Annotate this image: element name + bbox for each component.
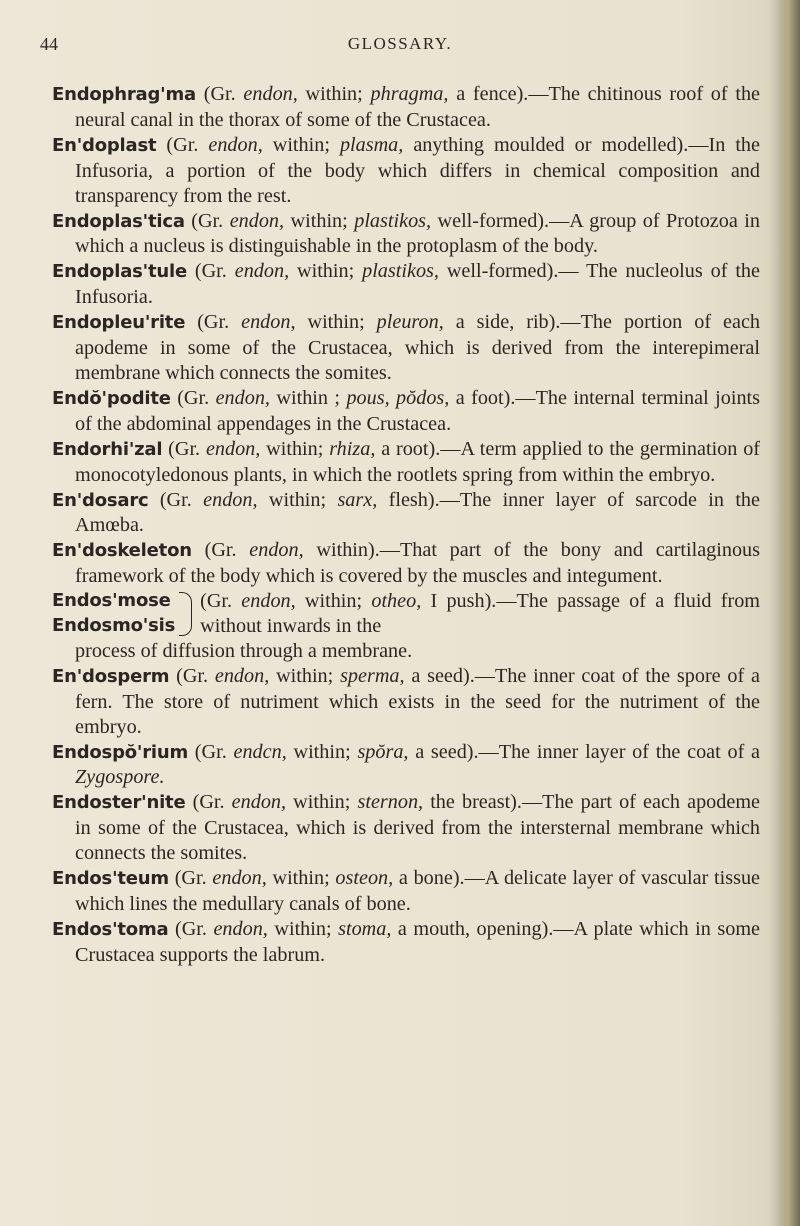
entry-etymon: Zygospore. (75, 766, 165, 789)
entry-text: within; (286, 791, 358, 814)
glossary-entry (52, 133, 760, 209)
entry-text: (Gr. (156, 133, 209, 156)
entry-etymon: pleuron, (376, 311, 444, 334)
entry-text: (Gr. (170, 386, 216, 409)
entry-etymon: sternon, (357, 791, 424, 814)
entry-etymon: endon, (215, 386, 270, 409)
entry-headword: Endos'teum (52, 868, 169, 890)
entry-definition: the breast).—The part of each apodeme in some of the Crustacea, which is derived from the intersternal membrane which connects the somites. (75, 791, 760, 865)
entry-headword: Endoster'nite (52, 792, 186, 814)
entry-etymon: endon, (203, 488, 258, 511)
entry-etymon: endcn, (233, 740, 287, 763)
entry-text: within; (257, 488, 338, 511)
entry-definition: a seed).—The inner layer of the coat of a (408, 740, 760, 763)
entry-etymon: endon, (249, 539, 304, 562)
entry-etymon: endon, (212, 867, 267, 890)
entry-text: within; (297, 83, 371, 105)
entry-headword: Endospŏ'rium (52, 741, 189, 763)
brace-mark (179, 592, 192, 636)
entry-etymon: endon, (241, 311, 296, 334)
entry-headword: En'dosarc (52, 489, 149, 511)
entry-etymon: endon, (205, 437, 261, 460)
glossary-entry (52, 790, 760, 866)
entry-text: (Gr. (168, 917, 214, 940)
glossary-entry-paired (52, 589, 760, 639)
entry-text: within; (284, 209, 355, 232)
glossary-entry (52, 538, 760, 589)
entry-text: within; (269, 664, 341, 687)
glossary-entry (52, 488, 760, 539)
entry-definition: a root).—A term applied to the germination of monocotyledonous plants, in which the rootlets spring from within the embryo. (75, 437, 761, 486)
entry-etymon: sarx, (337, 488, 378, 511)
entry-headword: En'doskeleton (52, 540, 192, 562)
entry-etymon: endon, (208, 133, 263, 156)
entry-headword: Endopleu'rite (52, 312, 186, 334)
entry-definition: within).—That part of the bony and cartilaginous framework of the body which is covered by the muscles and integument. (75, 539, 760, 588)
entry-definition: a foot).—The internal terminal joints of the abdominal appendages in the Crustacea. (75, 386, 761, 435)
entry-text: within; (260, 437, 330, 460)
entry-etymon: rhiza, (329, 437, 376, 460)
entry-etymon: otheo, (371, 590, 422, 613)
entry-headword: Endosmo'sis (52, 615, 176, 637)
entry-etymon: osteon, (335, 867, 394, 890)
entry-definition: flesh).—The inner layer of sarcode in the Amœba. (75, 488, 760, 537)
entry-definition: well-formed).— The nucleolus of the Infusoria. (75, 260, 760, 309)
glossary-entries (52, 82, 760, 968)
entry-etymon: stoma, (338, 917, 392, 940)
entry-text: (Gr. (169, 664, 215, 687)
running-head: GLOSSARY. (347, 34, 453, 53)
paired-entry-definition (200, 589, 760, 639)
entry-text: (Gr. (168, 867, 213, 890)
entry-etymon: pous, pŏdos, (346, 386, 450, 409)
entry-etymon: endon, (231, 791, 287, 814)
entry-headword: Endŏ'podite (52, 387, 171, 409)
paired-entry-continuation: process of diffusion through a membrane. (75, 639, 413, 662)
page-number: 44 (40, 34, 58, 54)
entry-headword: Endorhi'zal (52, 438, 163, 460)
entry-text: within; (295, 311, 377, 334)
entry-text: within; (295, 590, 372, 613)
entry-definition: anything moulded or modelled).—In the Infusoria, a portion of the body which differs in chemical composition and transparency from the rest. (75, 133, 760, 207)
entry-etymon: plastikos, (362, 260, 439, 283)
entry-etymon: sperma, (340, 664, 405, 687)
entry-etymon: phragma, (370, 83, 449, 105)
glossary-entry (52, 386, 760, 437)
glossary-entry (52, 917, 760, 968)
glossary-entry (52, 82, 760, 133)
entry-headword: Endos'mose (52, 590, 171, 612)
entry-headword: Endoplas'tule (52, 261, 187, 283)
entry-headword: Endos'toma (52, 918, 169, 940)
entry-definition: a seed).—The inner coat of the spore of a fern. The store of nutriment which exists in the seed for the nutriment of the embryo. (75, 664, 760, 738)
entry-text: within; (267, 917, 339, 940)
entry-headword: En'doplast (52, 134, 157, 156)
entry-etymon: spŏra, (357, 740, 409, 763)
entry-text: (Gr. (191, 539, 250, 562)
entry-etymon: endon, (229, 209, 285, 232)
glossary-entry (52, 437, 760, 488)
entry-etymon: endon, (213, 917, 268, 940)
entry-definition: a side, rib).—The portion of each apodeme in some of the Crustacea, which is derived from the interepimeral membrane which connects the somites. (75, 311, 761, 384)
entry-text: (Gr. (195, 83, 244, 105)
glossary-entry (52, 740, 760, 791)
entry-text: (Gr. (185, 791, 232, 814)
entry-definition: a bone).—A delicate layer of vascular tissue which lines the medullary canals of bone. (75, 867, 760, 915)
entry-etymon: endon, (243, 83, 298, 105)
glossary-entry (52, 866, 760, 917)
entry-etymon: plastikos, (354, 209, 432, 232)
entry-text: within; (262, 133, 340, 156)
entry-text: (Gr. (184, 209, 230, 232)
entry-headword: Endoplas'tica (52, 210, 185, 232)
glossary-entry (52, 259, 760, 310)
entry-text: (Gr. (200, 590, 242, 613)
entry-etymon: plasma, (339, 133, 404, 156)
entry-text: within; (289, 260, 363, 283)
entry-text: (Gr. (162, 437, 206, 460)
entry-etymon: endon, (241, 590, 296, 613)
entry-text: within ; (269, 386, 347, 409)
glossary-entry (52, 310, 760, 386)
page-edge-shadow (778, 0, 800, 1226)
entry-text: (Gr. (188, 740, 234, 763)
entry-text: (Gr. (148, 488, 204, 511)
entry-text: (Gr. (186, 260, 235, 283)
entry-definition: well-formed).—A group of Protozoa in which a nucleus is distinguishable in the protoplasm of the body. (75, 209, 760, 258)
entry-etymon: endon, (214, 664, 270, 687)
page-header (40, 34, 760, 58)
glossary-entry (52, 664, 760, 740)
glossary-entry (52, 209, 760, 260)
entry-text: within; (286, 740, 358, 763)
entry-headword: En'dosperm (52, 665, 170, 687)
entry-text: within; (266, 867, 336, 890)
entry-headword: Endophrag'ma (52, 84, 196, 105)
entry-definition: I push).—The passage of a fluid from without inwards in the (200, 590, 760, 638)
entry-text: (Gr. (185, 311, 242, 334)
entry-definition: a fence).—The chitinous roof of the neural canal in the thorax of some of the Crustacea. (75, 83, 760, 131)
entry-etymon: endon, (234, 260, 290, 283)
entry-definition: a mouth, opening).—A plate which in some Crustacea supports the labrum. (75, 917, 760, 966)
paired-headwords (52, 589, 175, 639)
